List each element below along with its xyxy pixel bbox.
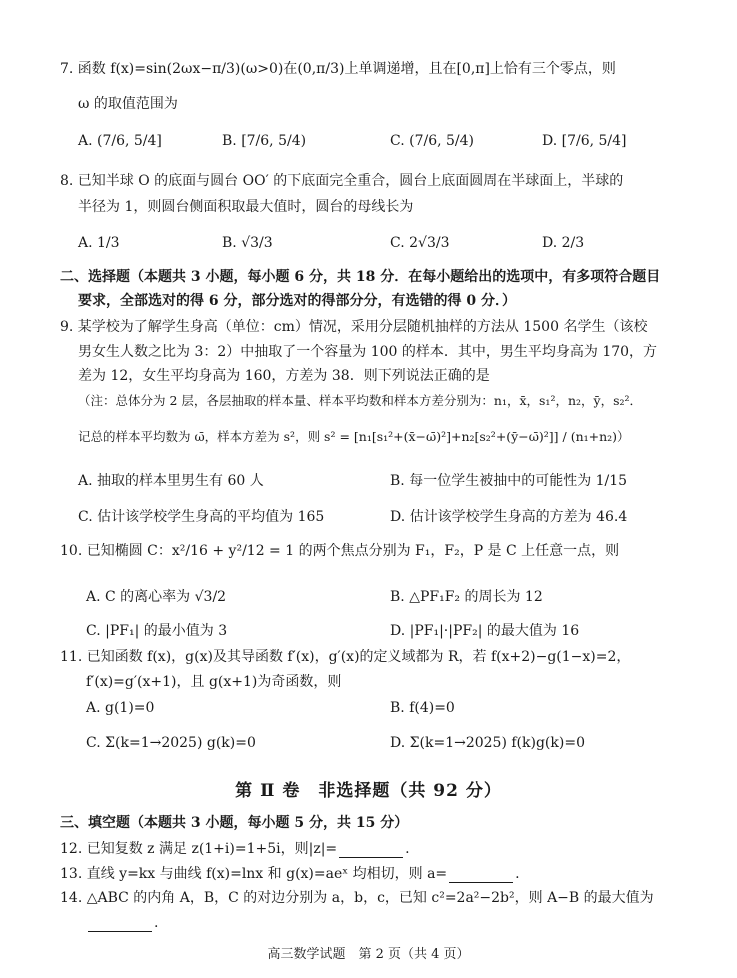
q12-stem	[60, 840, 410, 858]
q13-text: 13. 直线 y=kx 与曲线 f(x)=lnx 和 g(x)=aeˣ 均相切，则 a=	[60, 866, 448, 882]
q14-answer-blank[interactable]	[88, 917, 152, 932]
q10-stem: 10. 已知椭圆 C：x²/16 + y²/12 = 1 的两个焦点分别为 F₁，F₂，P 是 C 上任意一点，则	[60, 543, 620, 559]
page-footer: 高三数学试题 第 2 页（共 4 页）	[267, 947, 470, 962]
q9-option-d: D. 估计该学校学生身高的方差为 46.4	[390, 509, 628, 525]
q8-stem-line1: 8. 已知半球 O 的底面与圆台 OO′ 的下底面完全重合，圆台上底面圆周在半球面上，半球的	[60, 173, 624, 189]
q13-stem	[60, 865, 520, 883]
q9-stem-line2: 男女生人数之比为 3：2）中抽取了一个容量为 100 的样本．其中，男生平均身高为 170，方	[78, 344, 658, 360]
q11-option-c: C. Σ(k=1→2025) g(k)=0	[86, 735, 256, 751]
q9-note-line1: （注：总体分为 2 层，各层抽取的样本量、样本平均数和样本方差分别为：n₁，x̄，s₁²，n₂，ȳ，s₂²．	[78, 393, 643, 408]
q7-option-b: B. [7/6, 5/4)	[222, 133, 307, 149]
q7-stem-line1: 7. 函数 f(x)=sin(2ωx−π/3)(ω>0)在(0,π/3)上单调递增，且在[0,π]上恰有三个零点，则	[60, 61, 616, 77]
q11-option-b: B. f(4)=0	[390, 700, 455, 716]
q9-option-a: A. 抽取的样本里男生有 60 人	[78, 473, 264, 489]
q10-option-c: C. |PF₁| 的最小值为 3	[86, 623, 228, 639]
q14-answer-line	[86, 914, 158, 932]
q8-option-a: A. 1/3	[78, 235, 120, 251]
part2-title: 第 Ⅱ 卷 非选择题（共 92 分）	[235, 781, 502, 801]
q12-period: .	[405, 841, 410, 857]
q11-option-d: D. Σ(k=1→2025) f(k)g(k)=0	[390, 735, 585, 751]
q9-option-c: C. 估计该学校学生身高的平均值为 165	[78, 509, 325, 525]
q13-period: .	[515, 866, 520, 882]
q9-option-b: B. 每一位学生被抽中的可能性为 1/15	[390, 473, 628, 489]
q7-option-d: D. [7/6, 5/4]	[542, 133, 627, 149]
q9-stem-line1: 9. 某学校为了解学生身高（单位：cm）情况，采用分层随机抽样的方法从 1500 名学生（该校	[60, 319, 648, 335]
section3-heading: 三、填空题（本题共 3 小题，每小题 5 分，共 15 分）	[60, 815, 409, 831]
q8-option-d: D. 2/3	[542, 235, 585, 251]
q7-option-a: A. (7/6, 5/4]	[78, 133, 162, 149]
q8-stem-line2: 半径为 1，则圆台侧面积取最大值时，圆台的母线长为	[78, 199, 414, 215]
q10-option-d: D. |PF₁|·|PF₂| 的最大值为 16	[390, 623, 580, 639]
q11-stem-line2: f′(x)=g′(x+1)，且 g(x+1)为奇函数，则	[86, 674, 342, 690]
q12-text: 12. 已知复数 z 满足 z(1+i)=1+5i，则|z|=	[60, 841, 338, 857]
q14-period: .	[154, 915, 159, 931]
q7-option-c: C. (7/6, 5/4)	[390, 133, 474, 149]
q8-option-c: C. 2√3/3	[390, 235, 450, 251]
q12-answer-blank[interactable]	[339, 843, 403, 858]
q9-stem-line3: 差为 12，女生平均身高为 160，方差为 38．则下列说法正确的是	[78, 368, 490, 384]
q7-stem-line2: ω 的取值范围为	[78, 96, 178, 112]
section2-heading-line1: 二、选择题（本题共 3 小题，每小题 6 分，共 18 分．在每小题给出的选项中，有多项符合题目	[60, 269, 661, 285]
section2-heading-line2: 要求，全部选对的得 6 分，部分选对的得部分分，有选错的得 0 分．）	[78, 293, 516, 309]
q13-answer-blank[interactable]	[449, 868, 513, 883]
q11-stem-line1: 11. 已知函数 f(x)，g(x)及其导函数 f′(x)，g′(x)的定义域都为 R，若 f(x+2)−g(1−x)=2，	[60, 649, 631, 665]
q8-option-b: B. √3/3	[222, 235, 273, 251]
q10-option-a: A. C 的离心率为 √3/2	[86, 589, 227, 605]
q11-option-a: A. g(1)=0	[86, 700, 155, 716]
q14-stem: 14. △ABC 的内角 A，B，C 的对边分别为 a，b，c，已知 c²=2a²−2b²，则 A−B 的最大值为	[60, 890, 654, 906]
q10-option-b: B. △PF₁F₂ 的周长为 12	[390, 589, 543, 605]
q9-note-line2: 记总的样本平均数为 ω̄，样本方差为 s²，则 s² = [n₁[s₁²+(x̄−ω̄)²]+n₂[s₂²+(ȳ−ω̄)²]] / (n₁+n₂)）	[78, 429, 630, 444]
